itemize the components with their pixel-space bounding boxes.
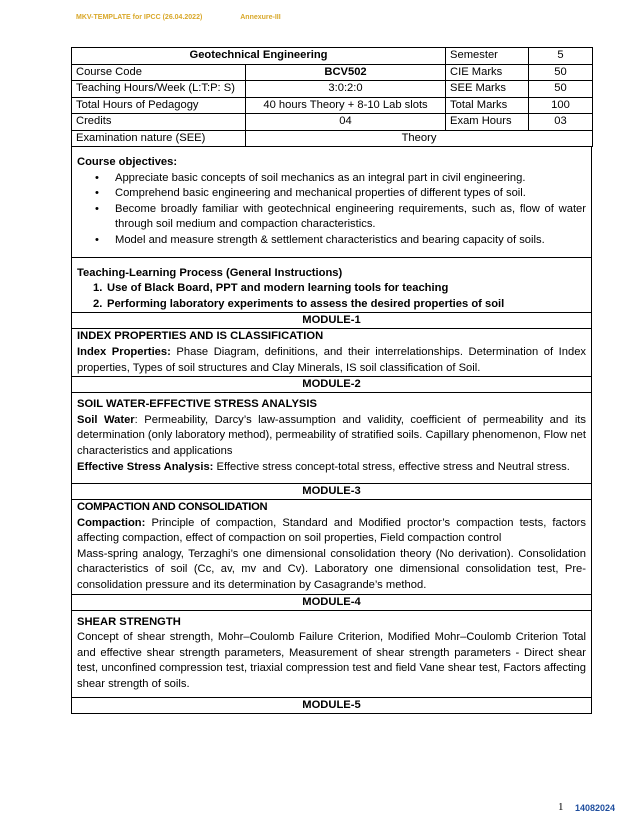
module-title: COMPACTION AND CONSOLIDATION (77, 501, 268, 514)
cell-value: 50 (529, 64, 593, 81)
paragraph-text: Effective stress concept-total stress, effective stress and Neutral stress. (213, 460, 570, 473)
course-objectives-section (71, 147, 592, 258)
cell-label: Total Marks (446, 97, 529, 114)
module-4-header: MODULE-4 (71, 595, 592, 611)
list-item (93, 281, 586, 297)
list-item: • Model and measure strength & settlement characteristics and bearing capacity of soils. (115, 233, 586, 249)
course-title: Geotechnical Engineering (72, 48, 446, 65)
page-number: 1 (558, 801, 564, 813)
table-row (72, 97, 593, 114)
module-paragraph (77, 516, 586, 547)
cell-label: CIE Marks (446, 64, 529, 81)
module-3-header: MODULE-3 (71, 484, 592, 500)
cell-value: 3:0:2:0 (246, 81, 446, 98)
module-paragraph (77, 460, 586, 476)
cell-value: 50 (529, 81, 593, 98)
item-text: Performing laboratory experiments to assess the desired properties of soil (107, 297, 505, 310)
cell-label: SEE Marks (446, 81, 529, 98)
cell-label: Exam Hours (446, 114, 529, 131)
item-text: Use of Black Board, PPT and modern learning tools for teaching (107, 282, 449, 295)
paragraph-text: Principle of compaction, Standard and Modified proctor’s compaction tests, factors affecting compaction, effect of compaction on soil properties, Field compaction control (77, 516, 586, 545)
module-title: SHEAR STRENGTH (77, 615, 181, 628)
objectives-list (77, 171, 586, 249)
module-title: SOIL WATER-EFFECTIVE STRESS ANALYSIS (77, 398, 317, 411)
module-paragraph (77, 345, 586, 376)
item-number: 1. (93, 282, 103, 295)
cell-value: Theory (246, 130, 593, 147)
document-code: 14082024 (575, 803, 616, 813)
page-header (76, 14, 281, 21)
list-item: • Appreciate basic concepts of soil mechanics as an integral part in civil engineering. (115, 171, 586, 187)
section-heading: Teaching-Learning Process (General Instructions) (77, 266, 343, 279)
cell-value: 100 (529, 97, 593, 114)
cell-value: 04 (246, 114, 446, 131)
module-1-header: MODULE-1 (71, 313, 592, 329)
table-row (72, 81, 593, 98)
list-item: • Become broadly familiar with geotechnical engineering requirements, such as, flow of water through soil medium and compaction characteristics. (115, 202, 586, 233)
table-row (72, 64, 593, 81)
paragraph-lead: Effective Stress Analysis: (77, 460, 214, 473)
cell-label: Total Hours of Pedagogy (72, 97, 246, 114)
course-info-table (71, 47, 593, 147)
syllabus-sheet (71, 47, 592, 714)
table-row (72, 130, 593, 147)
module-4-content (71, 611, 592, 698)
table-row (72, 48, 593, 65)
paragraph-lead: Compaction: (77, 516, 146, 529)
cell-label: Teaching Hours/Week (L:T:P: S) (72, 81, 246, 98)
cell-label: Credits (72, 114, 246, 131)
module-paragraph: Mass-spring analogy, Terzaghi’s one dimensional consolidation theory (No derivation). Consolidation characteristics of soil (Cc, av, mv and Cv). Laboratory one dimensional consolidation test, Pre-consolidation pressure and its determination by Casagrande’s method. (77, 547, 586, 592)
module-paragraph (77, 413, 586, 460)
paragraph-text: : Permeability, Darcy’s law-assumption and validity, coefficient of permeability and its determination (only laboratory method), permeability of stratified soils. Capillary phenomenon, Flow net characteristics and applications (77, 413, 587, 457)
semester-label: Semester (446, 48, 529, 65)
list-item: • Comprehend basic engineering and mechanical properties of different types of soil. (115, 186, 586, 202)
module-paragraph: Concept of shear strength, Mohr–Coulomb Failure Criterion, Modified Mohr–Coulomb Criterion Total and effective shear strength parameters, Measurement of shear strength parameters - Direct shear test, unconfined compression test, triaxial compression test and field Vane shear test, Factors affecting shear strength of soils. (77, 631, 586, 691)
cell-label: Course Code (72, 64, 246, 81)
module-title: INDEX PROPERTIES AND IS CLASSIFICATION (77, 330, 324, 343)
cell-value: 03 (529, 114, 593, 131)
module-5-header: MODULE-5 (71, 698, 592, 714)
item-number: 2. (93, 297, 103, 310)
paragraph-lead: Soil Water (77, 413, 135, 426)
table-row (72, 114, 593, 131)
module-3-content (71, 500, 592, 595)
section-heading: Course objectives: (77, 156, 178, 168)
list-item (93, 297, 586, 313)
module-2-content (71, 393, 592, 484)
course-code-value: BCV502 (246, 64, 446, 81)
template-label: MKV-TEMPLATE for IPCC (26.04.2022) (76, 14, 203, 21)
annexure-label: Annexure-III (240, 14, 281, 21)
paragraph-lead: Index Properties: (77, 345, 171, 358)
teaching-list (77, 281, 586, 312)
module-2-header: MODULE-2 (71, 377, 592, 393)
semester-value: 5 (529, 48, 593, 65)
cell-label: Examination nature (SEE) (72, 130, 246, 147)
module-1-content (71, 329, 592, 377)
cell-value: 40 hours Theory + 8-10 Lab slots (246, 97, 446, 114)
teaching-learning-section (71, 258, 592, 314)
paragraph-text: Phase Diagram, definitions, and their interrelationships. Determination of Index properties, Types of soil structures and Clay Minerals, IS soil classification of Soil. (77, 345, 587, 374)
